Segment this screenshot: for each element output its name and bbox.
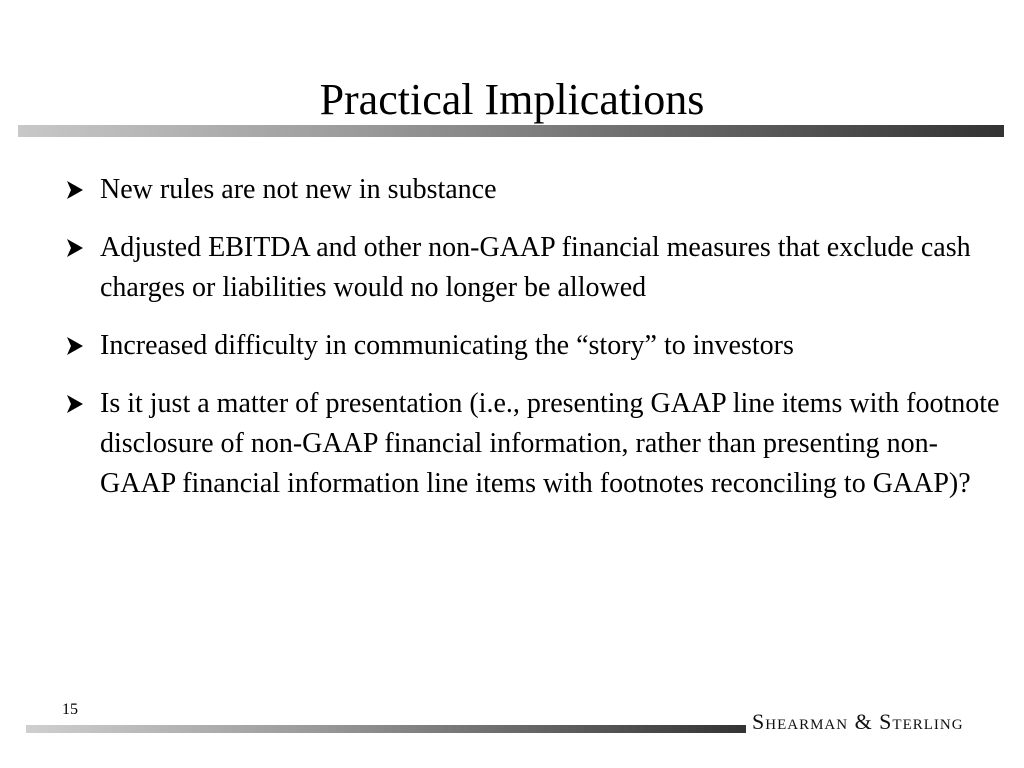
bullet-text: Increased difficulty in communicating the “story” to investors <box>100 330 794 361</box>
bullet-item <box>62 326 1002 366</box>
bullet-item <box>62 228 1002 308</box>
bullet-text: Is it just a matter of presentation (i.e., presenting GAAP line items with footnote disclosure of non-GAAP financial information, rather than presenting non-GAAP financial information line items with footnotes reconciling to GAAP)? <box>100 388 1000 499</box>
arrow-bullet-icon <box>64 384 90 424</box>
slide-title: Practical Implications <box>319 75 705 124</box>
arrow-bullet-icon <box>64 228 90 268</box>
bullet-list <box>62 170 1002 522</box>
arrow-bullet-icon <box>64 170 90 210</box>
bullet-text: New rules are not new in substance <box>100 174 497 205</box>
title-divider <box>18 125 1004 137</box>
footer-divider <box>26 725 746 733</box>
page-number: 15 <box>62 701 78 718</box>
arrow-bullet-icon <box>64 326 90 366</box>
bullet-text: Adjusted EBITDA and other non-GAAP financial measures that exclude cash charges or liabilities would no longer be allowed <box>100 232 971 303</box>
bullet-item <box>62 170 1002 210</box>
firm-logo: Shearman & Sterling <box>752 709 964 734</box>
bullet-item <box>62 384 1002 504</box>
